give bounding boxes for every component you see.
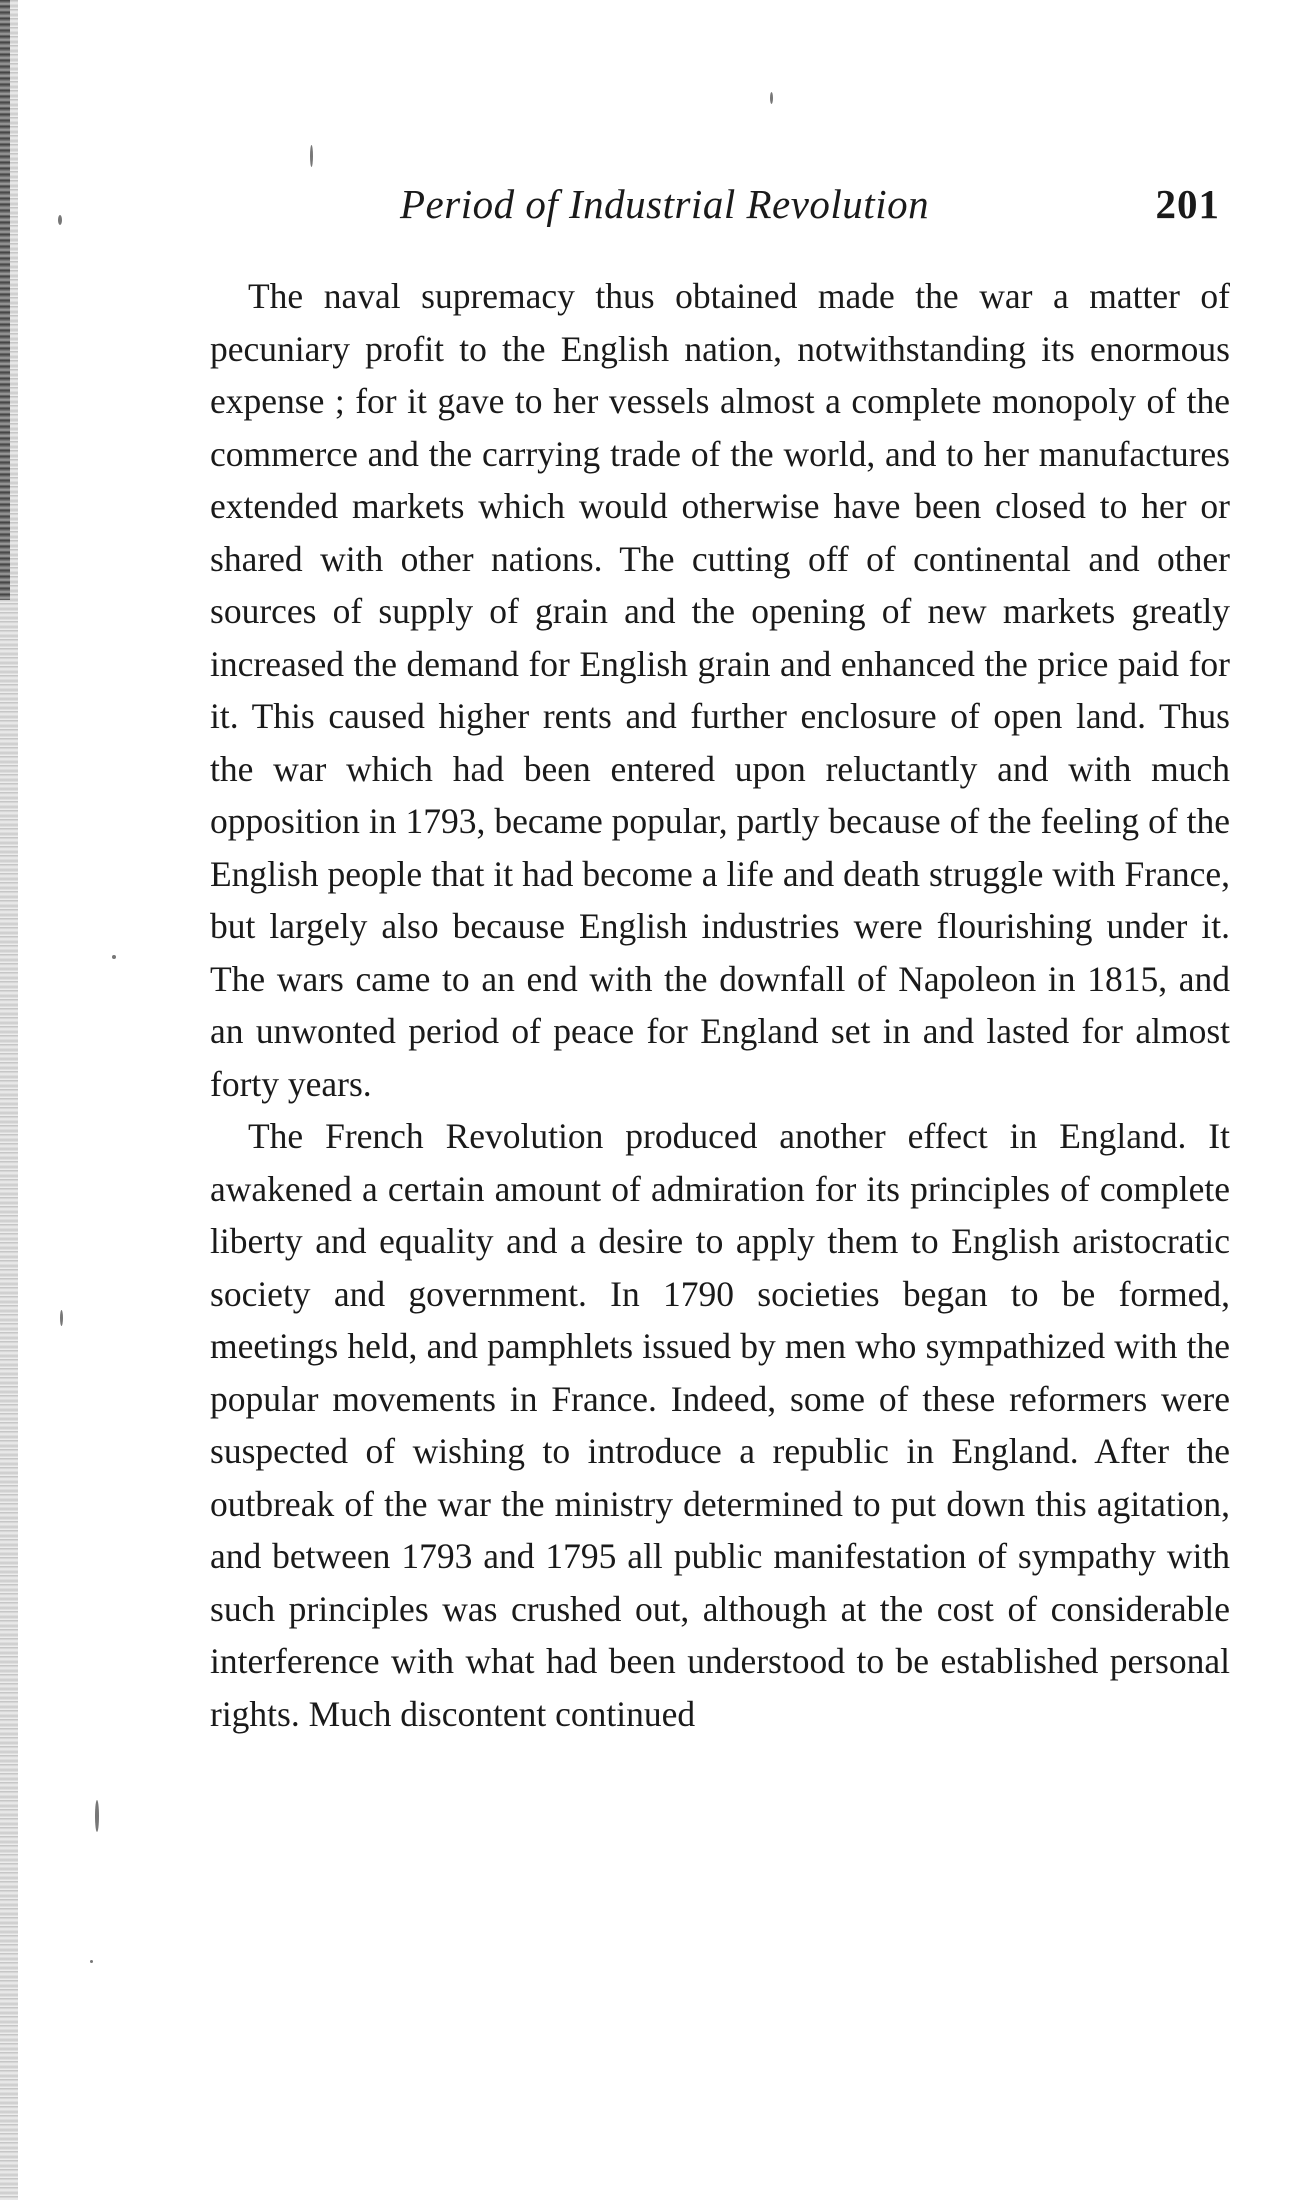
scan-speck xyxy=(95,1800,99,1832)
scan-speck xyxy=(60,1310,63,1326)
scan-speck xyxy=(310,145,313,167)
paragraph-naval-supremacy: The naval supremacy thus obtained made the war a matter of pecuniary profit to the English nation, notwithstanding its enormous expense ; for it gave to her vessels almost a complete monopoly of the commerce and the carrying trade of the world, and to her manufactures extended markets which would otherwise have been closed to her or shared with other nations. The cutting off of continental and other sources of supply of grain and the opening of new markets greatly increased the demand for English grain and enhanced the price paid for it. This caused higher rents and further enclosure of open land. Thus the war which had been entered upon reluctantly and with much opposition in 1793, became popular, partly because of the feeling of the English people that it had become a life and death struggle with France, but largely also because English industries were flourishing under it. The wars came to an end with the downfall of Napoleon in 1815, and an unwonted period of peace for England set in and lasted for almost forty years. xyxy=(210,276,1230,1104)
running-head xyxy=(200,180,1220,240)
page-number: 201 xyxy=(1155,181,1220,227)
scan-speck xyxy=(770,92,773,104)
scan-speck xyxy=(90,1960,93,1963)
scan-speck xyxy=(58,215,62,225)
running-title: Period of Industrial Revolution xyxy=(400,181,930,227)
binding-shadow xyxy=(0,0,10,600)
scan-speck xyxy=(112,955,116,959)
body-text xyxy=(210,270,1230,1740)
paragraph-french-revolution: The French Revolution produced another effect in England. It awakened a certain amount of admiration for its principles of complete liberty and equality and a desire to apply them to English aristocratic society and government. In 1790 societies began to be formed, meetings held, and pamphlets issued by men who sympathized with the popular movements in France. Indeed, some of these reformers were suspected of wishing to introduce a republic in England. After the outbreak of the war the ministry determined to put down this agitation, and between 1793 and 1795 all public manifestation of sympathy with such principles was crushed out, although at the cost of considerable interference with what had been understood to be established personal rights. Much discontent continued xyxy=(210,1116,1230,1734)
